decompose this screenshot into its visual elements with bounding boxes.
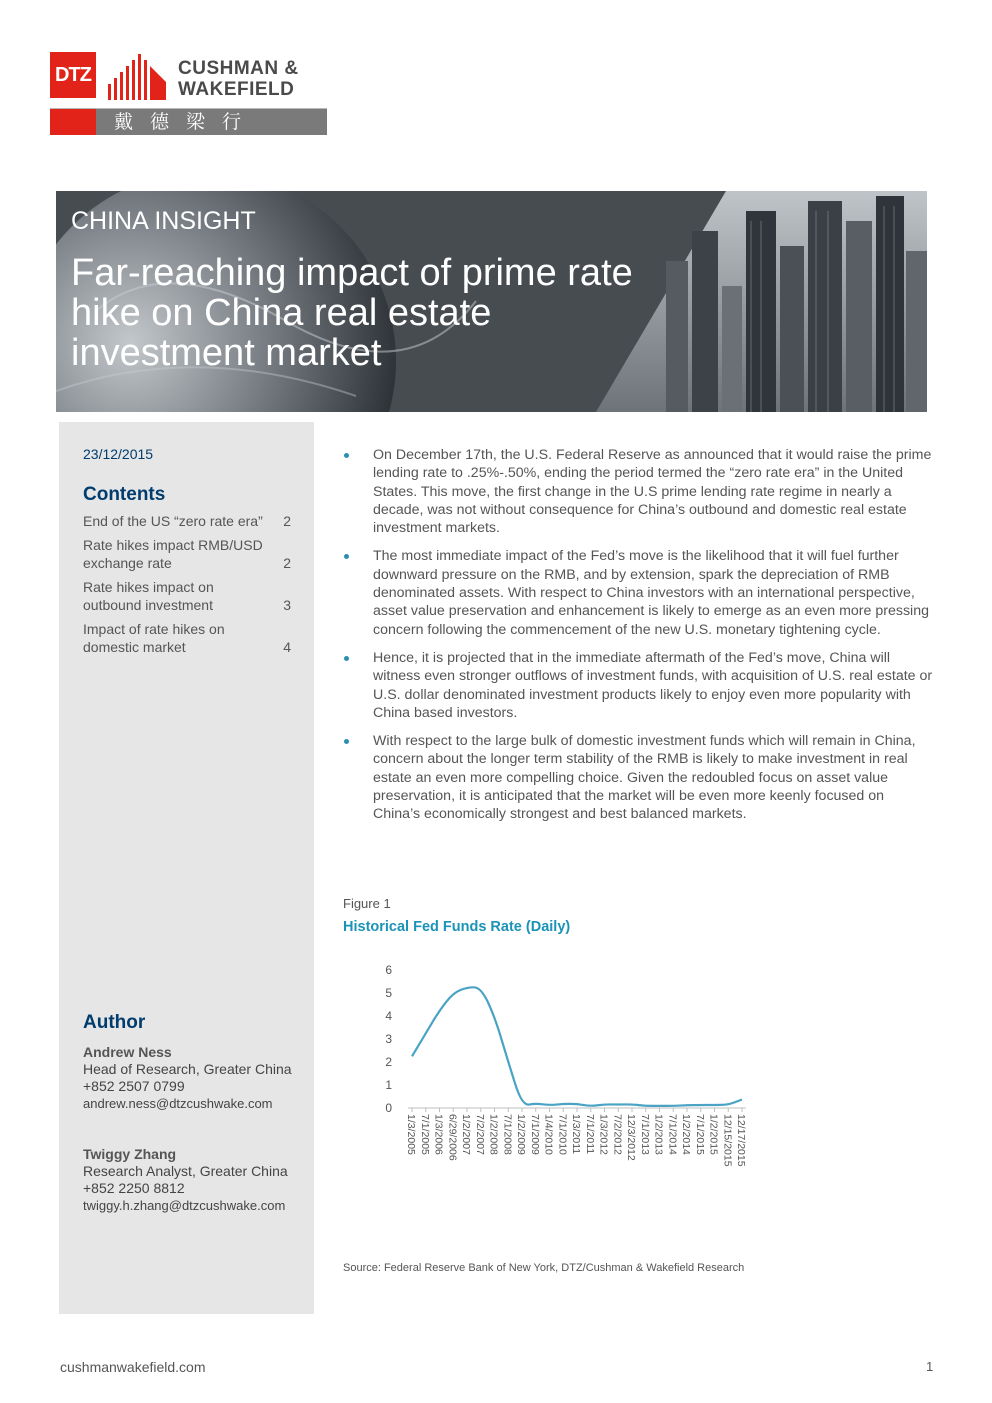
toc-item[interactable]: Rate hikes impact on outbound investment 3 <box>83 579 291 613</box>
x-tick-label: 7/2/2007 <box>473 1114 486 1155</box>
x-tick-label: 12/15/2015 <box>721 1114 734 1167</box>
brand-name: CUSHMAN & WAKEFIELD <box>178 58 299 100</box>
y-tick-label: 3 <box>385 1032 392 1046</box>
table-of-contents <box>83 512 291 662</box>
author-phone: +852 2250 8812 <box>83 1180 185 1196</box>
x-tick-label: 7/1/2014 <box>666 1114 679 1155</box>
y-tick-label: 6 <box>385 963 392 977</box>
author-phone: +852 2507 0799 <box>83 1078 185 1094</box>
figure-label: Figure 1 <box>343 896 391 911</box>
dtz-logo: DTZ <box>50 52 96 98</box>
figure-source: Source: Federal Reserve Bank of New York, DTZ/Cushman & Wakefield Research <box>343 1262 745 1274</box>
company-logo <box>50 52 328 134</box>
x-tick-label: 12/17/2015 <box>735 1114 747 1167</box>
sidebar <box>59 422 314 1314</box>
x-tick-label: 7/1/2015 <box>693 1114 706 1155</box>
x-tick-label: 1/2/2007 <box>460 1114 472 1155</box>
x-tick-label: 1/3/2005 <box>405 1114 417 1155</box>
x-tick-label: 1/2/2015 <box>707 1114 720 1155</box>
page-number: 1 <box>926 1359 934 1374</box>
contents-heading: Contents <box>83 484 166 505</box>
author-card <box>83 1044 313 1112</box>
publish-date: 23/12/2015 <box>83 446 154 462</box>
report-series: CHINA INSIGHT <box>71 207 256 235</box>
toc-item[interactable]: Rate hikes impact RMB/USD exchange rate 2 <box>83 537 291 571</box>
author-card <box>83 1146 313 1214</box>
author-role: Research Analyst, Greater China <box>83 1163 288 1179</box>
list-item: With respect to the large bulk of domestic investment funds which will remain in China, concern about the longer term stability of the RMB is likely to make investment in real estate an even more compelling choice. Given the redoubled focus on asset value preservation, it is anticipated that the market will be even more keenly focused on China’s economically strongest and best balanced markets. <box>343 732 933 823</box>
chinese-name-bar <box>50 108 327 135</box>
x-tick-label: 1/3/2006 <box>432 1114 445 1155</box>
list-item: The most immediate impact of the Fed’s move is the likelihood that it will fuel further downward pressure on the RMB, and by extension, spark the depreciation of RMB denominated assets. With respect to China investors with an international perspective, asset value preservation and enhancement is likely to emerge as an even more pressing concern following the commencement of the new U.S. monetary tightening cycle. <box>343 547 933 638</box>
toc-item[interactable]: Impact of rate hikes on domestic market 4 <box>83 621 291 655</box>
series-line <box>412 987 742 1106</box>
y-tick-label: 1 <box>385 1078 392 1092</box>
x-tick-label: 7/1/2013 <box>638 1114 651 1155</box>
y-tick-label: 0 <box>385 1101 392 1115</box>
header-banner <box>56 191 927 412</box>
chinese-name: 戴德梁行 <box>114 111 259 133</box>
author-heading: Author <box>83 1012 146 1033</box>
author-name: Andrew Ness <box>83 1044 172 1060</box>
x-tick-label: 7/2/2012 <box>611 1114 624 1155</box>
author-name: Twiggy Zhang <box>83 1146 177 1162</box>
x-tick-label: 1/3/2011 <box>570 1114 582 1155</box>
page-title: Far-reaching impact of prime rate hike on China real estate investment market <box>71 252 633 374</box>
list-item: Hence, it is projected that in the immediate aftermath of the Fed’s move, China will witness even stronger outflows of investment funds, with acquisition of U.S. real estate or U.S. dollar denominated investment products likely to enjoy even more popularity with China based investors. <box>343 649 933 722</box>
x-tick-label: 1/2/2014 <box>680 1114 692 1155</box>
cushman-wakefield-mark-icon <box>106 52 168 100</box>
author-email[interactable]: andrew.ness@dtzcushwake.com <box>83 1096 273 1111</box>
footer-website[interactable]: cushmanwakefield.com <box>60 1359 206 1375</box>
key-points-list <box>343 446 933 834</box>
fed-funds-rate-chart <box>370 958 760 1188</box>
figure-title: Historical Fed Funds Rate (Daily) <box>343 919 571 935</box>
x-tick-label: 1/4/2010 <box>542 1114 555 1155</box>
x-tick-label: 1/3/2012 <box>597 1114 610 1155</box>
x-tick-label: 7/1/2005 <box>418 1114 431 1155</box>
x-tick-label: 7/1/2008 <box>501 1114 514 1155</box>
x-tick-label: 1/2/2013 <box>652 1114 665 1155</box>
list-item: On December 17th, the U.S. Federal Reserve as announced that it would raise the prime lending rate to .25%-.50%, ending the period termed the “zero rate era” in the United States. This move, the first change in the U.S prime lending rate regime in nearly a decade, was not without consequence for China’s outbound and domestic real estate investment markets. <box>343 446 933 537</box>
author-email[interactable]: twiggy.h.zhang@dtzcushwake.com <box>83 1198 286 1213</box>
x-tick-label: 7/1/2010 <box>556 1114 569 1155</box>
y-tick-label: 5 <box>385 986 392 1000</box>
y-tick-label: 4 <box>385 1009 392 1023</box>
x-tick-label: 12/3/2012 <box>625 1114 637 1161</box>
toc-item[interactable]: End of the US “zero rate era” 2 <box>83 513 291 529</box>
x-tick-label: 1/2/2009 <box>515 1114 527 1155</box>
y-tick-label: 2 <box>385 1055 392 1069</box>
x-tick-label: 1/2/2008 <box>487 1114 500 1155</box>
x-tick-label: 7/1/2009 <box>528 1114 541 1155</box>
author-role: Head of Research, Greater China <box>83 1061 292 1077</box>
x-tick-label: 6/29/2006 <box>446 1114 459 1161</box>
x-tick-label: 7/1/2011 <box>583 1114 596 1155</box>
